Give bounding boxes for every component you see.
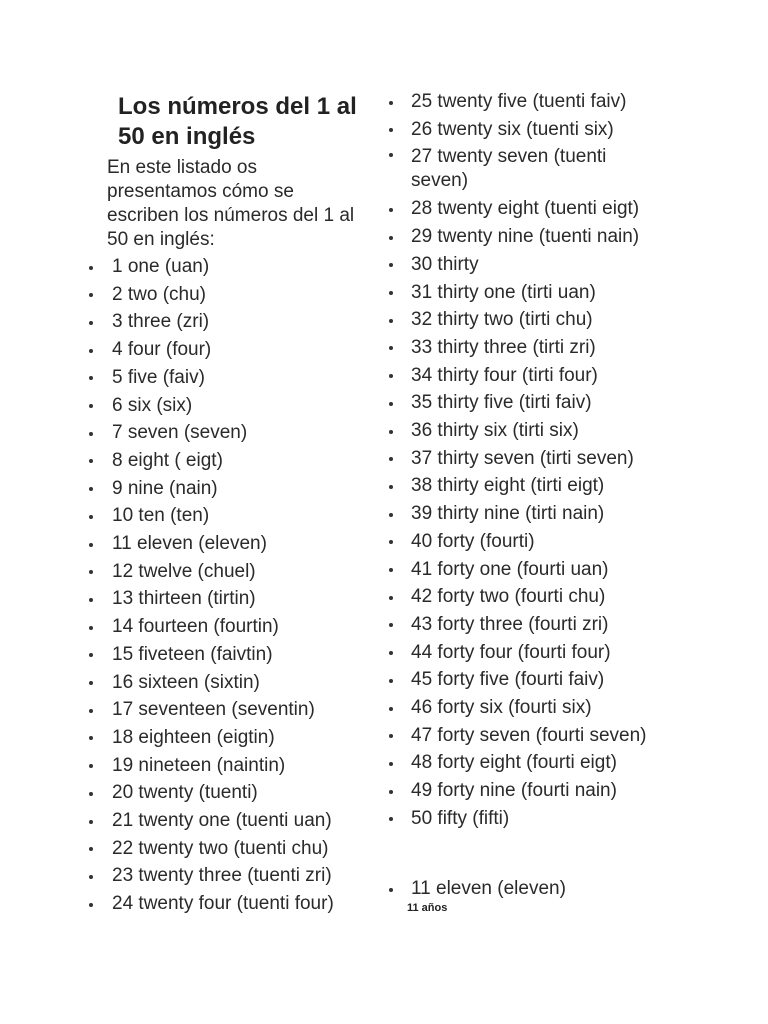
list-item: 45 forty five (fourti faiv) xyxy=(411,666,651,694)
list-item: 3 three (zri) xyxy=(112,308,334,336)
number-list-right xyxy=(411,88,651,833)
list-item: 50 fifty (fifti) xyxy=(411,805,651,833)
page-title: Los números del 1 al 50 en inglés xyxy=(118,93,357,150)
intro-paragraph: En este listado os presentamos cómo se escriben los números del 1 al 50 en inglés: xyxy=(107,157,355,250)
list-item: 29 twenty nine (tuenti nain) xyxy=(411,223,651,251)
footnote: 11 años xyxy=(407,902,448,914)
list-item: 47 forty seven (fourti seven) xyxy=(411,722,651,750)
list-item: 11 eleven (eleven) xyxy=(411,875,566,903)
list-item: 4 four (four) xyxy=(112,336,334,364)
list-item: 49 forty nine (fourti nain) xyxy=(411,777,651,805)
list-item: 33 thirty three (tirti zri) xyxy=(411,334,651,362)
list-item: 40 forty (fourti) xyxy=(411,528,651,556)
number-list-left xyxy=(112,253,334,918)
list-item: 8 eight ( eigt) xyxy=(112,447,334,475)
list-item: 31 thirty one (tirti uan) xyxy=(411,279,651,307)
list-item: 24 twenty four (tuenti four) xyxy=(112,890,334,918)
list-item: 27 twenty seven (tuenti seven) xyxy=(411,143,651,195)
list-item: 43 forty three (fourti zri) xyxy=(411,611,651,639)
list-item: 11 eleven (eleven) xyxy=(112,530,334,558)
list-item: 5 five (faiv) xyxy=(112,364,334,392)
list-item: 10 ten (ten) xyxy=(112,502,334,530)
list-item: 41 forty one (fourti uan) xyxy=(411,556,651,584)
list-item: 38 thirty eight (tirti eigt) xyxy=(411,472,651,500)
list-item: 36 thirty six (tirti six) xyxy=(411,417,651,445)
list-item: 34 thirty four (tirti four) xyxy=(411,362,651,390)
list-item: 39 thirty nine (tirti nain) xyxy=(411,500,651,528)
list-item: 35 thirty five (tirti faiv) xyxy=(411,389,651,417)
list-item: 13 thirteen (tirtin) xyxy=(112,585,334,613)
extra-list xyxy=(411,875,566,903)
list-item: 2 two (chu) xyxy=(112,281,334,309)
list-item: 19 nineteen (naintin) xyxy=(112,752,334,780)
list-item: 1 one (uan) xyxy=(112,253,334,281)
list-item: 15 fiveteen (faivtin) xyxy=(112,641,334,669)
list-item: 14 fourteen (fourtin) xyxy=(112,613,334,641)
list-item: 26 twenty six (tuenti six) xyxy=(411,116,651,144)
list-item: 21 twenty one (tuenti uan) xyxy=(112,807,334,835)
list-item: 23 twenty three (tuenti zri) xyxy=(112,862,334,890)
list-item: 44 forty four (fourti four) xyxy=(411,639,651,667)
list-item: 30 thirty xyxy=(411,251,651,279)
list-item: 28 twenty eight (tuenti eigt) xyxy=(411,195,651,223)
list-item: 48 forty eight (fourti eigt) xyxy=(411,749,651,777)
list-item: 20 twenty (tuenti) xyxy=(112,779,334,807)
list-item: 22 twenty two (tuenti chu) xyxy=(112,835,334,863)
list-item: 6 six (six) xyxy=(112,392,334,420)
list-item: 18 eighteen (eigtin) xyxy=(112,724,334,752)
list-item: 7 seven (seven) xyxy=(112,419,334,447)
list-item: 42 forty two (fourti chu) xyxy=(411,583,651,611)
list-item: 9 nine (nain) xyxy=(112,475,334,503)
list-item: 16 sixteen (sixtin) xyxy=(112,669,334,697)
list-item: 32 thirty two (tirti chu) xyxy=(411,306,651,334)
list-item: 46 forty six (fourti six) xyxy=(411,694,651,722)
list-item: 25 twenty five (tuenti faiv) xyxy=(411,88,651,116)
list-item: 37 thirty seven (tirti seven) xyxy=(411,445,651,473)
list-item: 12 twelve (chuel) xyxy=(112,558,334,586)
list-item: 17 seventeen (seventin) xyxy=(112,696,334,724)
